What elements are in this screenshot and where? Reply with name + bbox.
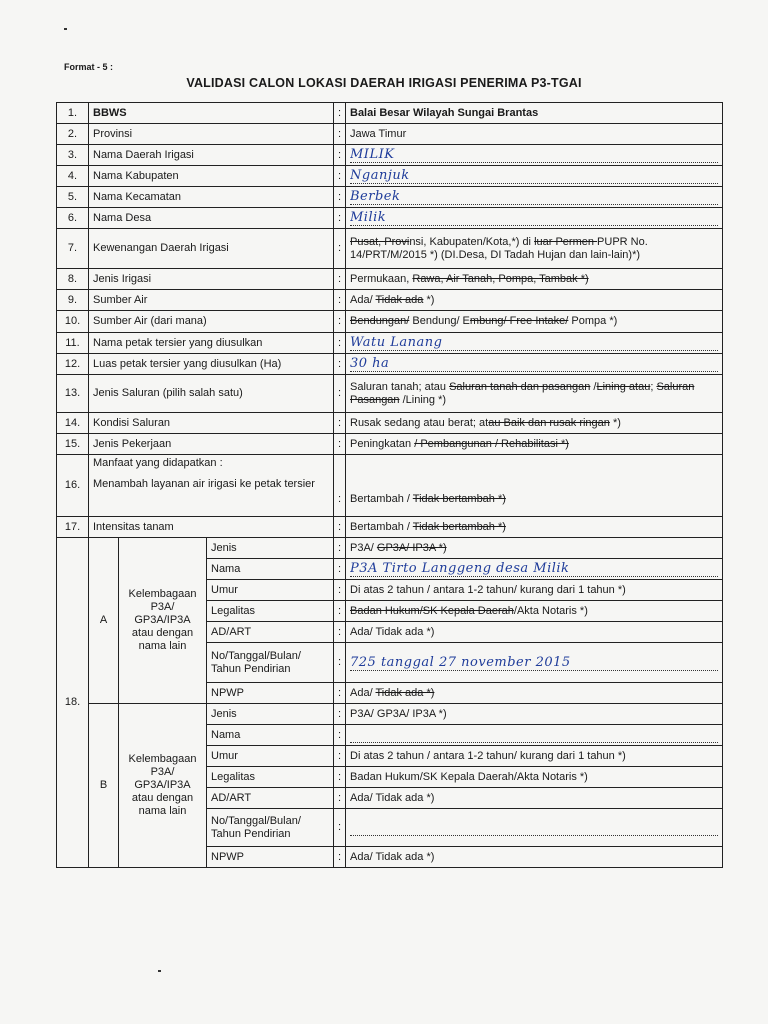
colon: : xyxy=(334,601,346,622)
colon: : xyxy=(334,269,346,290)
value-text: Bendung/ E xyxy=(409,315,470,327)
value-text: Rusak sedang atau berat; at xyxy=(350,416,489,429)
field-label-bbws: BBWS xyxy=(89,103,334,124)
value-text: Ada/ xyxy=(350,293,376,306)
colon: : xyxy=(334,622,346,643)
subfield-value-nama-blank xyxy=(346,725,723,746)
colon: : xyxy=(334,538,346,559)
value-text: Permukaan, xyxy=(350,272,413,285)
field-value-kondisi-saluran xyxy=(346,413,723,434)
form-row-kondisi-saluran xyxy=(57,413,723,434)
row-number: 16. xyxy=(57,455,89,517)
handwritten-value: P3A Tirto Langgeng desa Milik xyxy=(350,561,570,576)
form-row-jenis-pekerjaan xyxy=(57,434,723,455)
subfield-label-legalitas: Legalitas xyxy=(207,767,334,788)
colon: : xyxy=(334,746,346,767)
format-label: Format - 5 : xyxy=(64,62,114,72)
field-label-kondisi-saluran: Kondisi Saluran xyxy=(89,413,334,434)
colon: : xyxy=(334,166,346,187)
field-value-kabupaten xyxy=(346,166,723,187)
row-number: 18. xyxy=(57,538,89,868)
manfaat-description: Menambah layanan air irigasi ke petak tersier xyxy=(93,478,315,490)
field-value-luas-petak xyxy=(346,354,723,375)
value-text: PUPR No. 14/PRT/M/2015 *) (DI.Desa, DI Tadah Hujan dan lain-lain)*) xyxy=(350,235,648,261)
struck-text: Pusat, Provi xyxy=(350,235,410,248)
subfield-value-pendirian-blank xyxy=(346,809,723,847)
field-value-desa xyxy=(346,208,723,229)
value-text: nsi, Kabupaten/Kota,*) di xyxy=(409,235,535,248)
struck-text: Saluran Pasangan xyxy=(350,380,695,406)
struck-text: Saluran tanah dan pasangan xyxy=(449,380,591,393)
field-value-kecamatan xyxy=(346,187,723,208)
field-label-desa: Nama Desa xyxy=(89,208,334,229)
colon: : xyxy=(334,788,346,809)
field-label-kecamatan: Nama Kecamatan xyxy=(89,187,334,208)
row-number: 10. xyxy=(57,311,89,333)
manfaat-heading: Manfaat yang didapatkan : xyxy=(93,457,223,469)
subfield-label-adart: AD/ART xyxy=(207,622,334,643)
field-value-kewenangan xyxy=(346,229,723,269)
form-row-kabupaten xyxy=(57,166,723,187)
subfield-value-adart: Ada/ Tidak ada *) xyxy=(346,622,723,643)
subfield-value-pendirian xyxy=(346,643,723,683)
struck-text: au Baik dan rusak ringan xyxy=(488,416,610,429)
colon: : xyxy=(334,704,346,725)
scan-speck xyxy=(64,28,67,30)
handwritten-value: Nganjuk xyxy=(350,168,410,183)
value-text: / xyxy=(590,380,597,393)
form-row-luas-petak xyxy=(57,354,723,375)
colon: : xyxy=(334,767,346,788)
subfield-label-npwp: NPWP xyxy=(207,683,334,704)
colon: : xyxy=(334,354,346,375)
subfield-value-adart: Ada/ Tidak ada *) xyxy=(346,788,723,809)
section-letter-a: A xyxy=(89,538,119,704)
subfield-value-jenis: P3A/ GP3A/ IP3A *) xyxy=(346,704,723,725)
row-number: 12. xyxy=(57,354,89,375)
subfield-label-pendirian: No/Tanggal/Bulan/ Tahun Pendirian xyxy=(207,809,334,847)
field-label-manfaat xyxy=(89,455,334,517)
colon: : xyxy=(334,145,346,166)
row-number: 9. xyxy=(57,290,89,311)
form-row-daerah-irigasi xyxy=(57,145,723,166)
field-value-bbws: Balai Besar Wilayah Sungai Brantas xyxy=(346,103,723,124)
row-number: 7. xyxy=(57,229,89,269)
handwritten-value: 725 tanggal 27 november 2015 xyxy=(350,654,571,670)
colon: : xyxy=(334,580,346,601)
colon: : xyxy=(334,124,346,145)
kelembagaan-b-jenis-row xyxy=(57,704,723,725)
handwritten-value: Milik xyxy=(350,210,387,225)
field-label-jenis-pekerjaan: Jenis Pekerjaan xyxy=(89,434,334,455)
field-value-sumber-air-asal xyxy=(346,311,723,333)
form-row-kecamatan xyxy=(57,187,723,208)
field-value-jenis-pekerjaan xyxy=(346,434,723,455)
kelembagaan-b-label: Kelembagaan P3A/ GP3A/IP3A atau dengan nama lain xyxy=(119,704,207,868)
form-row-manfaat xyxy=(57,455,723,517)
document-title: VALIDASI CALON LOKASI DAERAH IRIGASI PENERIMA P3-TGAI xyxy=(186,76,582,90)
subfield-label-jenis: Jenis xyxy=(207,704,334,725)
scan-speck xyxy=(158,970,161,972)
row-number: 4. xyxy=(57,166,89,187)
subfield-label-umur: Umur xyxy=(207,580,334,601)
field-label-daerah-irigasi: Nama Daerah Irigasi xyxy=(89,145,334,166)
row-number: 3. xyxy=(57,145,89,166)
handwritten-value: Watu Lanang xyxy=(350,335,443,350)
colon: : xyxy=(334,683,346,704)
form-row-intensitas-tanam xyxy=(57,517,723,538)
subfield-label-jenis: Jenis xyxy=(207,538,334,559)
subfield-label-nama: Nama xyxy=(207,725,334,746)
field-value-manfaat xyxy=(346,455,723,517)
form-row-bbws xyxy=(57,103,723,124)
value-text: Saluran tanah; atau xyxy=(350,380,450,393)
struck-text: Tidak bertambah *) xyxy=(412,493,506,505)
field-value-provinsi: Jawa Timur xyxy=(346,124,723,145)
value-text: /Akta Notaris *) xyxy=(513,604,588,617)
struck-text: luar Permen xyxy=(534,235,598,248)
struck-text: Tidak ada xyxy=(375,293,424,306)
form-row-sumber-air-asal xyxy=(57,311,723,333)
field-label-jenis-irigasi: Jenis Irigasi xyxy=(89,269,334,290)
colon: : xyxy=(334,311,346,333)
field-value-intensitas-tanam xyxy=(346,517,723,538)
row-number: 5. xyxy=(57,187,89,208)
row-number: 14. xyxy=(57,413,89,434)
value-text: Bertambah / xyxy=(350,493,413,505)
subfield-label-adart: AD/ART xyxy=(207,788,334,809)
subfield-value-jenis xyxy=(346,538,723,559)
subfield-value-umur: Di atas 2 tahun / antara 1-2 tahun/ kurang dari 1 tahun *) xyxy=(346,580,723,601)
struck-text: GP3A/ IP3A *) xyxy=(376,541,447,554)
subfield-value-legalitas: Badan Hukum/SK Kepala Daerah/Akta Notaris *) xyxy=(346,767,723,788)
field-label-sumber-air: Sumber Air xyxy=(89,290,334,311)
form-row-kewenangan xyxy=(57,229,723,269)
kelembagaan-a-jenis-row xyxy=(57,538,723,559)
field-label-provinsi: Provinsi xyxy=(89,124,334,145)
colon: : xyxy=(334,517,346,538)
row-number: 2. xyxy=(57,124,89,145)
handwritten-value: MILIK xyxy=(350,147,395,162)
value-text: Bertambah / xyxy=(350,520,413,533)
colon: : xyxy=(334,290,346,311)
colon: : xyxy=(334,643,346,683)
field-label-sumber-air-asal: Sumber Air (dari mana) xyxy=(89,311,334,333)
struck-text: mbung/ Free Intake/ xyxy=(469,315,569,327)
kelembagaan-a-label: Kelembagaan P3A/ GP3A/IP3A atau dengan nama lain xyxy=(119,538,207,704)
subfield-label-nama: Nama xyxy=(207,559,334,580)
colon: : xyxy=(334,187,346,208)
form-row-sumber-air xyxy=(57,290,723,311)
form-row-jenis-saluran xyxy=(57,375,723,413)
subfield-value-npwp: Ada/ Tidak ada *) xyxy=(346,847,723,868)
colon: : xyxy=(334,375,346,413)
value-text: *) xyxy=(609,416,621,429)
subfield-value-legalitas xyxy=(346,601,723,622)
field-value-jenis-saluran xyxy=(346,375,723,413)
validation-form-table xyxy=(56,102,723,868)
struck-text: Bendungan/ xyxy=(350,315,410,327)
value-text: *) xyxy=(423,293,435,306)
colon: : xyxy=(334,103,346,124)
form-row-jenis-irigasi xyxy=(57,269,723,290)
field-value-sumber-air xyxy=(346,290,723,311)
field-label-luas-petak: Luas petak tersier yang diusulkan (Ha) xyxy=(89,354,334,375)
colon: : xyxy=(334,455,346,517)
colon: : xyxy=(334,559,346,580)
row-number: 6. xyxy=(57,208,89,229)
row-number: 15. xyxy=(57,434,89,455)
form-row-provinsi xyxy=(57,124,723,145)
colon: : xyxy=(334,229,346,269)
field-label-nama-petak: Nama petak tersier yang diusulkan xyxy=(89,333,334,354)
row-number: 13. xyxy=(57,375,89,413)
row-number: 8. xyxy=(57,269,89,290)
colon: : xyxy=(334,847,346,868)
field-value-nama-petak xyxy=(346,333,723,354)
subfield-label-legalitas: Legalitas xyxy=(207,601,334,622)
colon: : xyxy=(334,809,346,847)
value-text: Pompa *) xyxy=(568,315,618,327)
row-number: 11. xyxy=(57,333,89,354)
value-text: Peningkatan xyxy=(350,437,415,450)
field-label-intensitas-tanam: Intensitas tanam xyxy=(89,517,334,538)
struck-text: Badan Hukum/SK Kepala Daerah xyxy=(350,604,514,617)
value-text: P3A/ xyxy=(350,541,377,554)
struck-text: Tidak bertambah *) xyxy=(412,520,506,533)
subfield-label-pendirian: No/Tanggal/Bulan/ Tahun Pendirian xyxy=(207,643,334,683)
field-value-daerah-irigasi xyxy=(346,145,723,166)
colon: : xyxy=(334,333,346,354)
section-letter-b: B xyxy=(89,704,119,868)
colon: : xyxy=(334,208,346,229)
form-row-desa xyxy=(57,208,723,229)
subfield-label-npwp: NPWP xyxy=(207,847,334,868)
field-label-kabupaten: Nama Kabupaten xyxy=(89,166,334,187)
struck-text: Rawa, Air Tanah, Pompa, Tambak *) xyxy=(412,272,589,285)
field-value-jenis-irigasi xyxy=(346,269,723,290)
value-text: /Lining *) xyxy=(399,393,447,406)
value-text: Ada/ xyxy=(350,686,376,699)
subfield-value-nama xyxy=(346,559,723,580)
struck-text: Tidak ada *) xyxy=(375,686,435,699)
subfield-value-npwp xyxy=(346,683,723,704)
field-label-kewenangan: Kewenangan Daerah Irigasi xyxy=(89,229,334,269)
colon: : xyxy=(334,725,346,746)
value-text: ; xyxy=(650,380,654,393)
subfield-label-umur: Umur xyxy=(207,746,334,767)
struck-text: / Pembangunan / Rehabilitasi *) xyxy=(414,437,569,450)
row-number: 17. xyxy=(57,517,89,538)
form-row-nama-petak xyxy=(57,333,723,354)
colon: : xyxy=(334,434,346,455)
subfield-value-umur: Di atas 2 tahun / antara 1-2 tahun/ kurang dari 1 tahun *) xyxy=(346,746,723,767)
colon: : xyxy=(334,413,346,434)
handwritten-value: Berbek xyxy=(350,189,401,204)
handwritten-value: 30 ha xyxy=(350,356,390,371)
row-number: 1. xyxy=(57,103,89,124)
struck-text: Lining atau xyxy=(596,380,651,393)
field-label-jenis-saluran: Jenis Saluran (pilih salah satu) xyxy=(89,375,334,413)
